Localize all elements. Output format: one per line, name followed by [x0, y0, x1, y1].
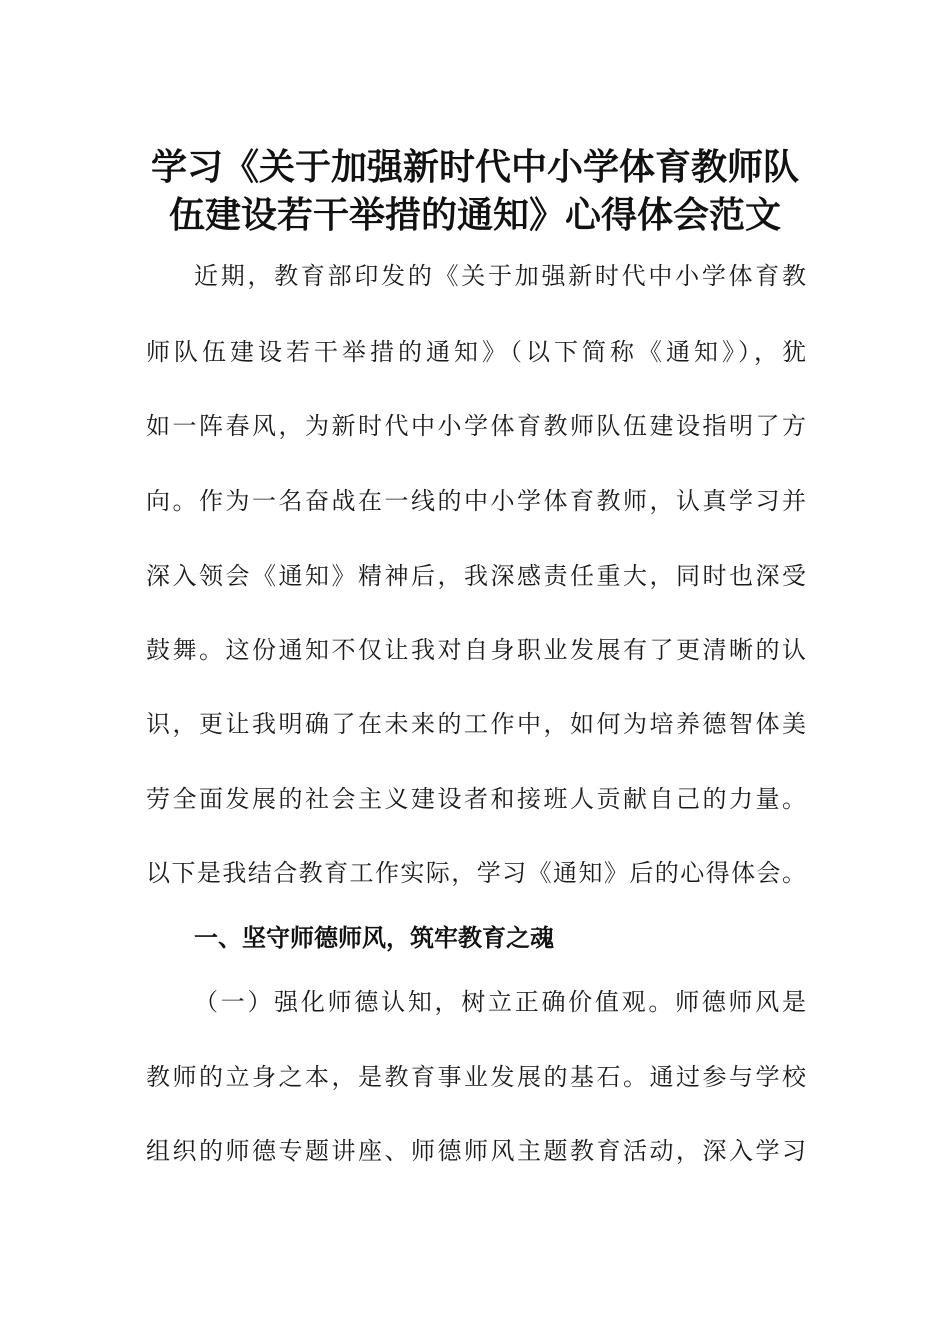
section-heading: 一、坚守师德师风，筑牢教育之魂: [194, 924, 554, 952]
intro-line-4: 向。作为一名奋战在一线的中小学体育教师，认真学习并: [146, 487, 806, 515]
intro-line-1: 近期，教育部印发的《关于加强新时代中小学体育教: [194, 262, 806, 290]
intro-line-2: 师队伍建设若干举措的通知》（以下简称《通知》），犹: [146, 338, 806, 366]
intro-line-8: 劳全面发展的社会主义建设者和接班人贡献自己的力量。: [146, 785, 806, 813]
section-line-1: （一）强化师德认知，树立正确价值观。师德师风是: [194, 988, 806, 1016]
intro-line-9: 以下是我结合教育工作实际，学习《通知》后的心得体会。: [146, 859, 806, 887]
section-line-3: 组织的师德专题讲座、师德师风主题教育活动，深入学习: [146, 1137, 806, 1165]
document-title-line-1: 学习《关于加强新时代中小学体育教师队: [150, 147, 799, 188]
intro-line-5: 深入领会《通知》精神后，我深感责任重大，同时也深受: [146, 562, 806, 590]
intro-line-3: 如一阵春风，为新时代中小学体育教师队伍建设指明了方: [146, 412, 806, 440]
document-title-line-2: 伍建设若干举措的通知》心得体会范文: [168, 195, 781, 236]
intro-line-6: 鼓舞。这份通知不仅让我对自身职业发展有了更清晰的认: [146, 636, 806, 664]
section-line-2: 教师的立身之本，是教育事业发展的基石。通过参与学校: [146, 1063, 806, 1091]
intro-line-7: 识，更让我明确了在未来的工作中，如何为培养德智体美: [146, 710, 806, 738]
